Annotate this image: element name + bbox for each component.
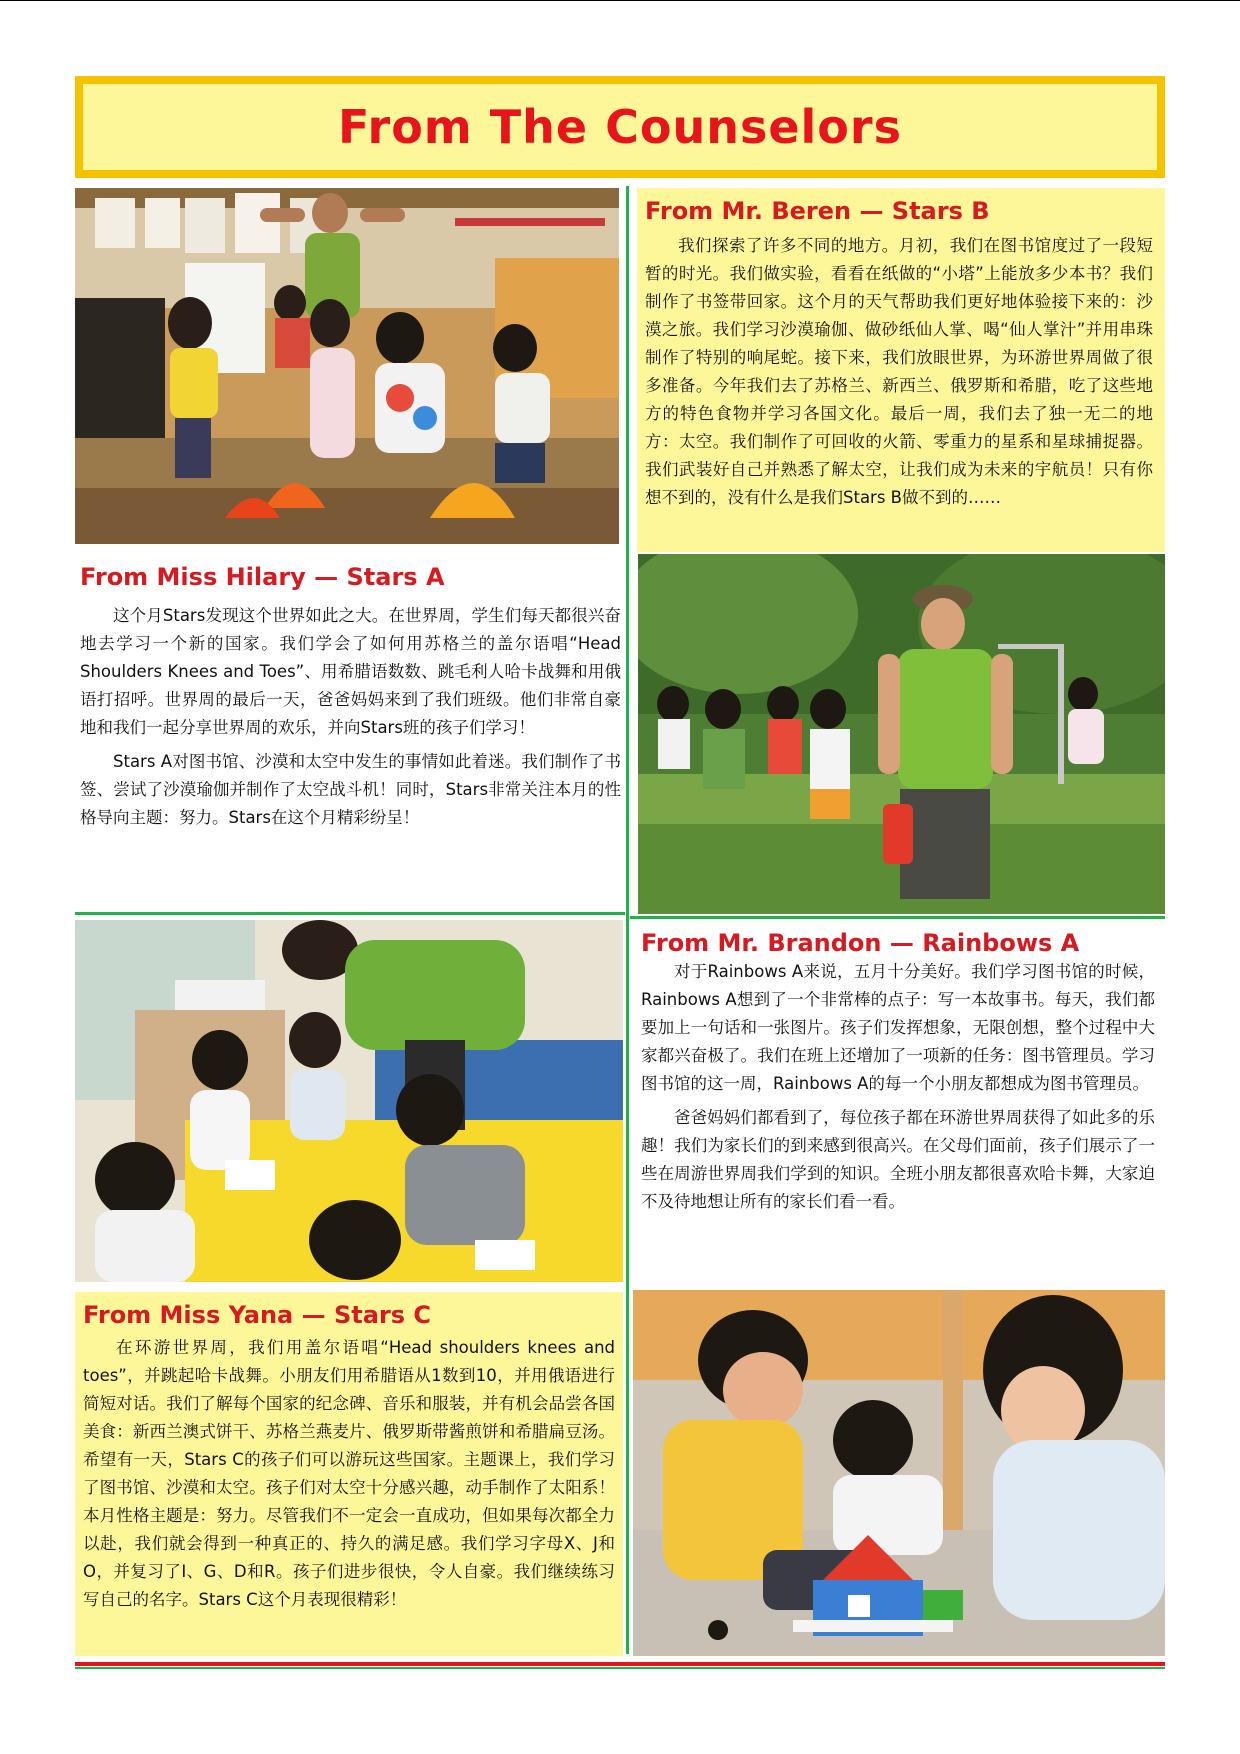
stars-a-paragraph-1: 这个月Stars发现这个世界如此之大。在世界周，学生们每天都很兴奋地去学习一个新的国家。我们学会了如何用苏格兰的盖尔语唱“Head Shoulders Knees and Toes”、用希腊语数数、跳毛利人哈卡战舞和用俄语打招呼。世界周的最后一天，爸爸妈妈来到了我们班级。他们非常自豪地和我们一起分享世界周的欢乐，并向Stars班的孩子们学习！ (80, 606, 621, 737)
classroom-dance-photo (75, 188, 619, 544)
stars-b-section (637, 188, 1165, 552)
craft-table-photo (75, 920, 623, 1282)
stars-a-title: From Miss Hilary — Stars A (80, 563, 445, 591)
stars-b-title: From Mr. Beren — Stars B (645, 197, 990, 225)
rainbows-a-paragraph-1: 对于Rainbows A来说，五月十分美好。我们学习图书馆的时候，Rainbows A想到了一个非常棒的点子：写一本故事书。每天，我们都要加上一句话和一张图片。孩子们发挥想象，无限创想，整个过程中大家都兴奋极了。我们在班上还增加了一项新的任务：图书管理员。学习图书馆的这一周，Rainbows A的每一个小朋友都想成为图书管理员。 (641, 962, 1155, 1093)
stars-c-paragraph: 在环游世界周，我们用盖尔语唱“Head shoulders knees and toes”，并跳起哈卡战舞。小朋友们用希腊语从1数到10，并用俄语进行简短对话。我们了解每个国家的纪念碑、音乐和服装，并有机会品尝各国美食：新西兰澳式饼干、苏格兰燕麦片、俄罗斯带酱煎饼和希腊扁豆汤。希望有一天，Stars C的孩子们可以游玩这些国家。主题课上，我们学习了图书馆、沙漠和太空。孩子们对太空十分感兴趣，动手制作了太阳系！本月性格主题是：努力。尽管我们不一定会一直成功，但如果每次都全力以赴，我们就会得到一种真正的、持久的满足感。我们学习字母X、J和O，并复习了I、G、D和R。孩子们进步很快，令人自豪。我们继续练习写自己的名字。Stars C这个月表现很精彩！ (83, 1338, 615, 1609)
top-rule (0, 0, 1240, 1)
bottom-red-rule (75, 1662, 1165, 1666)
rainbows-a-title: From Mr. Brandon — Rainbows A (641, 929, 1080, 957)
stars-a-section (75, 556, 623, 906)
stars-c-section (75, 1292, 623, 1656)
teacher-outdoor-photo (638, 554, 1165, 914)
rainbows-a-section (637, 922, 1165, 1292)
header-banner (75, 76, 1165, 178)
bottom-green-rule (75, 1667, 1165, 1669)
stars-c-title: From Miss Yana — Stars C (83, 1301, 431, 1329)
right-row-divider (630, 916, 1165, 919)
stars-b-paragraph: 我们探索了许多不同的地方。月初，我们在图书馆度过了一段短暂的时光。我们做实验，看看在纸做的“小塔”上能放多少本书？我们制作了书签带回家。这个月的天气帮助我们更好地体验接下来的：沙漠之旅。我们学习沙漠瑜伽、做砂纸仙人掌、喝“仙人掌汁”并用串珠制作了特别的响尾蛇。接下来，我们放眼世界，为环游世界周做了很多准备。今年我们去了苏格兰、新西兰、俄罗斯和希腊，吃了这些地方的特色食物并学习各国文化。最后一周，我们去了独一无二的地方：太空。我们制作了可回收的火箭、零重力的星系和星球捕捉器。我们武装好自己并熟悉了解太空，让我们成为未来的宇航员！只有你想不到的，没有什么是我们Stars B做不到的…… (645, 236, 1153, 507)
stars-a-paragraph-2: Stars A对图书馆、沙漠和太空中发生的事情如此着迷。我们制作了书签、尝试了沙漠瑜伽并制作了太空战斗机！同时，Stars非常关注本月的性格导向主题：努力。Stars在这个月精彩纷呈！ (80, 752, 621, 827)
page-title: From The Counselors (338, 100, 902, 154)
rainbows-a-paragraph-2: 爸爸妈妈们都看到了，每位孩子都在环游世界周获得了如此多的乐趣！我们为家长们的到来感到很高兴。在父母们面前，孩子们展示了一些在周游世界周我们学到的知识。全班小朋友都很喜欢哈卡舞，大家迫不及待地想让所有的家长们看一看。 (641, 1108, 1155, 1211)
left-row-divider (75, 912, 625, 915)
column-divider (626, 186, 629, 1654)
block-play-photo (633, 1290, 1165, 1656)
